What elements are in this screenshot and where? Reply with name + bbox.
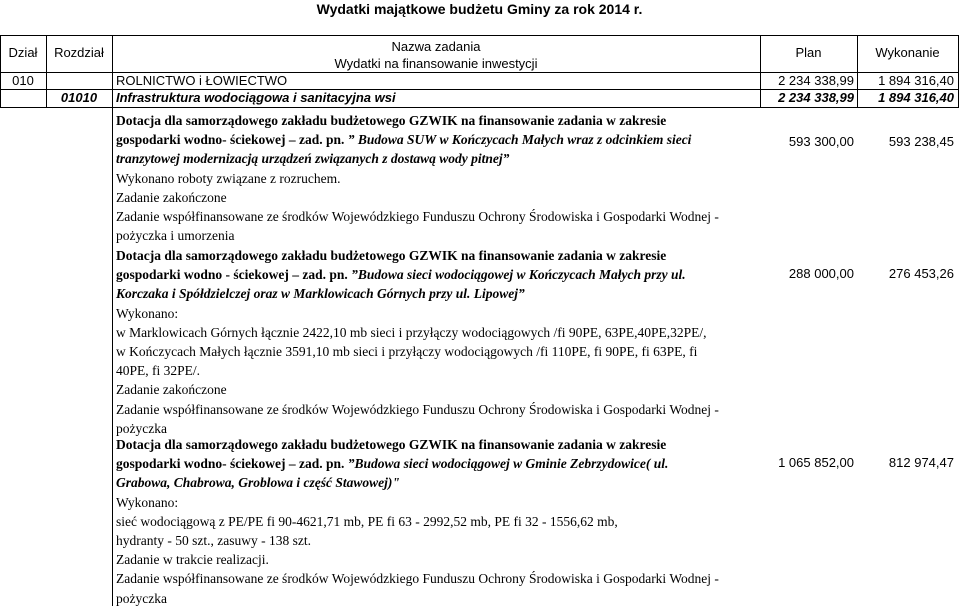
task-2-task-name: Korczaka i Spółdzielczej oraz w Marklowicach Górnych przy ul. Lipowej” (116, 286, 525, 302)
task-1-line: Zadanie zakończone (116, 189, 227, 205)
task-3-line: hydranty - 50 szt., zasuwy - 138 szt. (116, 533, 311, 549)
task-2-line: Dotacja dla samorządowego zakładu budżetowego GZWIK na finansowanie zadania w zakresie (116, 248, 667, 263)
task-1-line: Zadanie współfinansowane ze środków Wojewódzkiego Funduszu Ochrony Środowiska i Gospodarki Wodnej - (116, 209, 719, 225)
section-wykonanie: 1 894 316,40 (878, 73, 954, 88)
subsection-wykonanie: 1 894 316,40 (878, 90, 954, 105)
task-2-line: w Kończycach Małych łącznie 3591,10 mb sieci i przyłączy wodociągowych /fi 110PE, fi 90PE, fi 63PE, fi (116, 344, 698, 360)
header-dzial: Dział (8, 45, 38, 60)
task-1-line: Dotacja dla samorządowego zakładu budżetowego GZWIK na finansowanie zadania w zakresie (116, 113, 667, 128)
task-2-line: Wykonano: (116, 305, 179, 321)
task-2-wykonanie: 276 453,26 (888, 266, 954, 281)
task-3-line: sieć wodociągową z PE/PE fi 90-4621,71 mb, PE fi 63 - 2992,52 mb, PE fi 32 - 1556,62 mb, (116, 513, 618, 529)
task-3-wykonanie: 812 974,47 (888, 455, 954, 470)
task-2-line: w Marklowicach Górnych łącznie 2422,10 mb sieci i przyłączy wodociągowych /fi 90PE, 63PE,40PE,32PE/, (116, 324, 707, 340)
task-2-plan: 288 000,00 (788, 266, 854, 281)
task-3-plan: 1 065 852,00 (778, 455, 854, 470)
header-nazwa: Nazwa zadania (391, 39, 481, 54)
task-1-wykonanie: 593 238,45 (888, 134, 954, 149)
col-border-rozdzial (112, 35, 113, 606)
task-3-line: gospodarki wodno- ściekowej – zad. pn. (116, 456, 345, 472)
section-dzial: 010 (12, 73, 34, 88)
task-3-line: Zadanie w trakcie realizacji. (116, 552, 269, 568)
subsection-bottom-border (0, 107, 959, 108)
task-2-line: Zadanie współfinansowane ze środków Wojewódzkiego Funduszu Ochrony Środowiska i Gospodarki Wodnej - (116, 401, 719, 417)
task-2-line: gospodarki wodno - ściekowej – zad. pn. (116, 267, 348, 283)
page-title: Wydatki majątkowe budżetu Gminy za rok 2014 r. (316, 1, 643, 17)
task-3-line: Zadanie współfinansowane ze środków Wojewódzkiego Funduszu Ochrony Środowiska i Gospodarki Wodnej - (116, 571, 719, 587)
task-3-task-name: Grabowa, Chabrowa, Groblowa i część Stawowej)" (116, 475, 400, 491)
task-1-line: gospodarki wodno- ściekowej – zad. pn. (116, 132, 345, 148)
task-3-line: Dotacja dla samorządowego zakładu budżetowego GZWIK na finansowanie zadania w zakresie (116, 437, 667, 452)
task-1-description (116, 111, 746, 245)
subsection-plan: 2 234 338,99 (778, 90, 854, 105)
task-2-description (116, 246, 746, 438)
task-1-plan: 593 300,00 (788, 134, 854, 149)
section-name: ROLNICTWO i ŁOWIECTWO (116, 73, 288, 88)
task-2-line: Zadanie zakończone (116, 382, 227, 398)
task-2-line: pożyczka (116, 420, 167, 436)
task-1-line: pożyczka i umorzenia (116, 228, 235, 244)
table-top-border (0, 35, 959, 36)
header-rozdzial: Rozdział (54, 45, 104, 60)
section-plan: 2 234 338,99 (778, 73, 854, 88)
header-wykonanie: Wykonanie (875, 45, 940, 60)
header-plan: Plan (795, 45, 822, 60)
task-3-line: pożyczka (116, 590, 167, 606)
task-3-task-name: ”Budowa sieci wodociągowej w Gminie Zebrzydowice( ul. (344, 456, 669, 472)
task-2-task-name: ”Budowa sieci wodociągowej w Kończycach Małych przy ul. (347, 267, 686, 283)
task-1-line: Wykonano roboty związane z rozruchem. (116, 170, 341, 186)
task-1-task-name: tranzytowej modernizacją urządzeń związanych z dostawą wody pitnej” (116, 151, 510, 167)
task-1-task-name: ” Budowa SUW w Kończycach Małych wraz z odcinkiem sieci (344, 132, 692, 148)
subsection-rozdzial: 01010 (60, 90, 98, 105)
task-3-description (116, 435, 746, 608)
task-3-line: Wykonano: (116, 494, 179, 510)
header-nazwa-sub: Wydatki na finansowanie inwestycji (334, 56, 538, 71)
subsection-name: Infrastruktura wodociągowa i sanitacyjna wsi (116, 90, 396, 105)
task-2-line: 40PE, fi 32PE/. (116, 363, 201, 379)
